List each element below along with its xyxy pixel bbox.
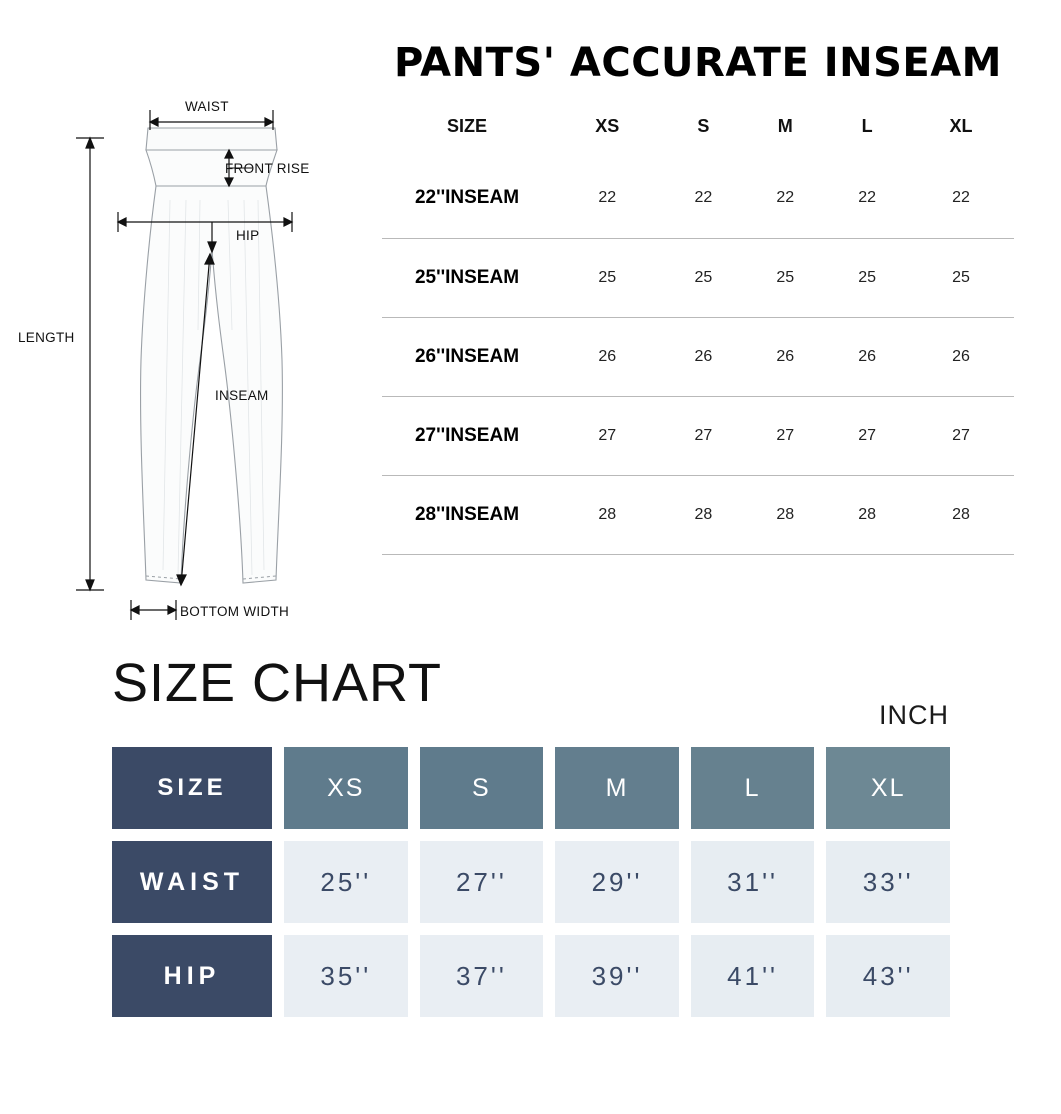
inseam-header-row <box>382 116 1014 159</box>
inseam-cell: 22 <box>826 159 908 238</box>
size-chart-row-label-waist: WAIST <box>112 841 272 923</box>
size-chart-header-xs: XS <box>284 747 408 829</box>
size-chart-header-size: SIZE <box>112 747 272 829</box>
inseam-cell: 27 <box>744 396 826 475</box>
inseam-cell: 27 <box>908 396 1014 475</box>
inseam-cell: 25 <box>908 238 1014 317</box>
inseam-cell: 26 <box>826 317 908 396</box>
pants-measurement-diagram <box>0 0 370 640</box>
inseam-cell: 28 <box>908 475 1014 554</box>
size-chart-cell: 43'' <box>826 935 950 1017</box>
inseam-cell: 22 <box>552 159 662 238</box>
size-chart-cell: 33'' <box>826 841 950 923</box>
size-chart-header-l: L <box>691 747 815 829</box>
size-chart-cell: 31'' <box>691 841 815 923</box>
inseam-row-label: 28''INSEAM <box>382 475 552 554</box>
size-chart-cell: 25'' <box>284 841 408 923</box>
inseam-cell: 28 <box>552 475 662 554</box>
label-waist: WAIST <box>185 99 229 114</box>
inseam-title: PANTS' ACCURATE INSEAM <box>394 40 1002 86</box>
inseam-cell: 26 <box>662 317 744 396</box>
size-chart-cell: 41'' <box>691 935 815 1017</box>
inseam-col-m: M <box>777 116 793 136</box>
label-length: LENGTH <box>18 330 75 345</box>
size-chart-cell: 35'' <box>284 935 408 1017</box>
inseam-cell: 27 <box>552 396 662 475</box>
size-chart-header-m: M <box>555 747 679 829</box>
pants-diagram-svg <box>0 0 370 640</box>
inseam-cell: 28 <box>744 475 826 554</box>
size-chart-section <box>0 640 1061 1114</box>
table-row <box>382 238 1014 317</box>
inseam-cell: 22 <box>662 159 744 238</box>
table-row <box>382 475 1014 554</box>
inseam-cell: 26 <box>908 317 1014 396</box>
inseam-cell: 27 <box>662 396 744 475</box>
inseam-row-label: 22''INSEAM <box>382 159 552 238</box>
label-front-rise: FRONT RISE <box>225 161 310 176</box>
inseam-col-size: SIZE <box>446 116 487 136</box>
size-chart-row-label-hip: HIP <box>112 935 272 1017</box>
inseam-cell: 25 <box>662 238 744 317</box>
inseam-row-label: 25''INSEAM <box>382 238 552 317</box>
size-chart-header-xl: XL <box>826 747 950 829</box>
size-chart-title: SIZE CHART <box>112 653 443 713</box>
size-chart-grid <box>112 747 950 1017</box>
inseam-cell: 25 <box>826 238 908 317</box>
inseam-cell: 28 <box>662 475 744 554</box>
inseam-col-l: L <box>861 116 873 136</box>
inseam-cell: 26 <box>552 317 662 396</box>
inseam-col-xl: XL <box>949 116 973 136</box>
inseam-cell: 22 <box>744 159 826 238</box>
inseam-cell: 27 <box>826 396 908 475</box>
inseam-cell: 25 <box>552 238 662 317</box>
inseam-table-block <box>368 40 1028 555</box>
size-chart-cell: 29'' <box>555 841 679 923</box>
label-inseam: INSEAM <box>215 388 269 403</box>
inseam-row-label: 27''INSEAM <box>382 396 552 475</box>
unit-label: INCH <box>879 700 949 730</box>
label-bottom-width: BOTTOM WIDTH <box>180 604 290 619</box>
inseam-cell: 25 <box>744 238 826 317</box>
inseam-table <box>382 116 1014 555</box>
size-chart-cell: 37'' <box>420 935 544 1017</box>
inseam-col-s: S <box>697 116 710 136</box>
table-row <box>382 317 1014 396</box>
label-hip: HIP <box>236 228 260 243</box>
inseam-cell: 22 <box>908 159 1014 238</box>
size-chart-cell: 39'' <box>555 935 679 1017</box>
size-chart-header-s: S <box>420 747 544 829</box>
table-row <box>382 396 1014 475</box>
inseam-cell: 26 <box>744 317 826 396</box>
table-row <box>382 159 1014 238</box>
inseam-cell: 28 <box>826 475 908 554</box>
inseam-row-label: 26''INSEAM <box>382 317 552 396</box>
inseam-col-xs: XS <box>595 116 620 136</box>
size-chart-cell: 27'' <box>420 841 544 923</box>
